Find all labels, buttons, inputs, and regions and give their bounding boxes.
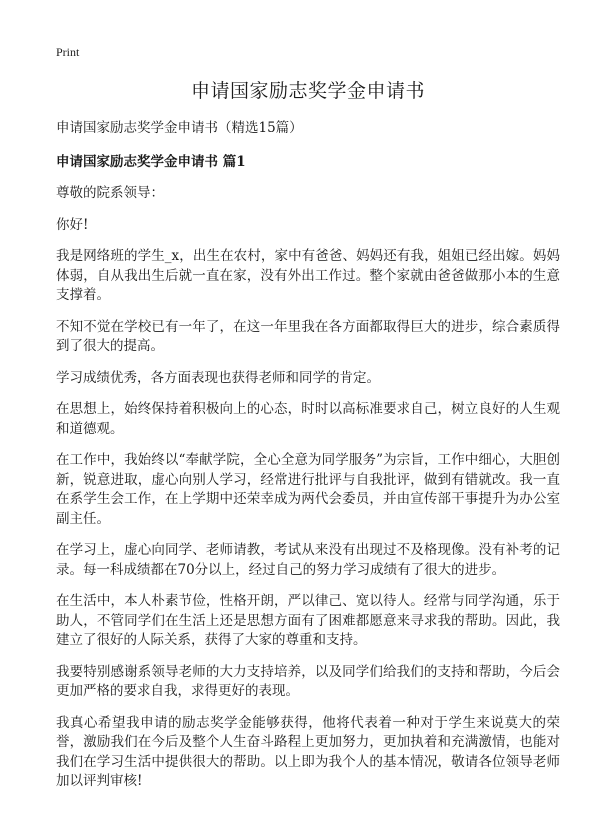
page-title: 申请国家励志奖学金申请书 xyxy=(190,80,425,102)
body-paragraph: 我真心希望我申请的励志奖学金能够获得，他将代表着一种对于学生来说莫大的荣誉，激励我们在今后及整个人生奋斗路程上更加努力，更加执着和充满激情，也能对我们在学习生活中提供很大的帮助。以上即为我个人的基本情况，敬请各位领导老师加以评判审核! xyxy=(56,714,560,789)
body-paragraph: 我是网络班的学生_x，出生在农村，家中有爸爸、妈妈还有我，姐姐已经出嫁。妈妈体弱，自从我出生后就一直在家，没有外出工作过。整个家就由爸爸做那小本的生意支撑着。 xyxy=(56,248,560,303)
document-subtitle: 申请国家励志奖学金申请书（精选15篇） xyxy=(56,120,303,136)
body-paragraph: 在生活中，本人朴素节俭，性格开朗，严以律己、宽以待人。经常与同学沟通，乐于助人，不管同学们在生活上还是思想方面有了困难都愿意来寻求我的帮助。因此，我建立了很好的人际关系，获得了大家的尊重和支持。 xyxy=(56,593,560,648)
body-paragraph: 在学习上，虚心向同学、老师请教，考试从来没有出现过不及格现像。没有补考的记录。每一科成绩都在70分以上，经过自己的努力学习成绩有了很大的进步。 xyxy=(56,542,560,578)
greeting: 你好! xyxy=(56,216,89,233)
print-label[interactable]: Print xyxy=(56,45,80,59)
body-paragraph: 学习成绩优秀，各方面表现也获得老师和同学的肯定。 xyxy=(56,369,380,386)
body-paragraph: 我要特别感谢系领导老师的大力支持培养，以及同学们给我们的支持和帮助，今后会更加严格的要求自我，求得更好的表现。 xyxy=(56,663,560,699)
body-paragraph: 在工作中，我始终以“奉献学院，全心全意为同学服务”为宗旨，工作中细心，大胆创新，锐意进取，虚心向别人学习，经常进行批评与自我批评，做到有错就改。我一直在系学生会工作，在上学期中还荣幸成为两代会委员，并由宣传部干事提升为办公室副主任。 xyxy=(56,452,560,527)
section-heading: 申请国家励志奖学金申请书 篇1 xyxy=(56,154,246,170)
body-paragraph: 不知不觉在学校已有一年了，在这一年里我在各方面都取得巨大的进步，综合素质得到了很大的提高。 xyxy=(56,318,560,354)
salutation: 尊敬的院系领导： xyxy=(56,185,164,201)
body-paragraph: 在思想上，始终保持着积极向上的心态，时时以高标准要求自己，树立良好的人生观和道德观。 xyxy=(56,401,560,437)
